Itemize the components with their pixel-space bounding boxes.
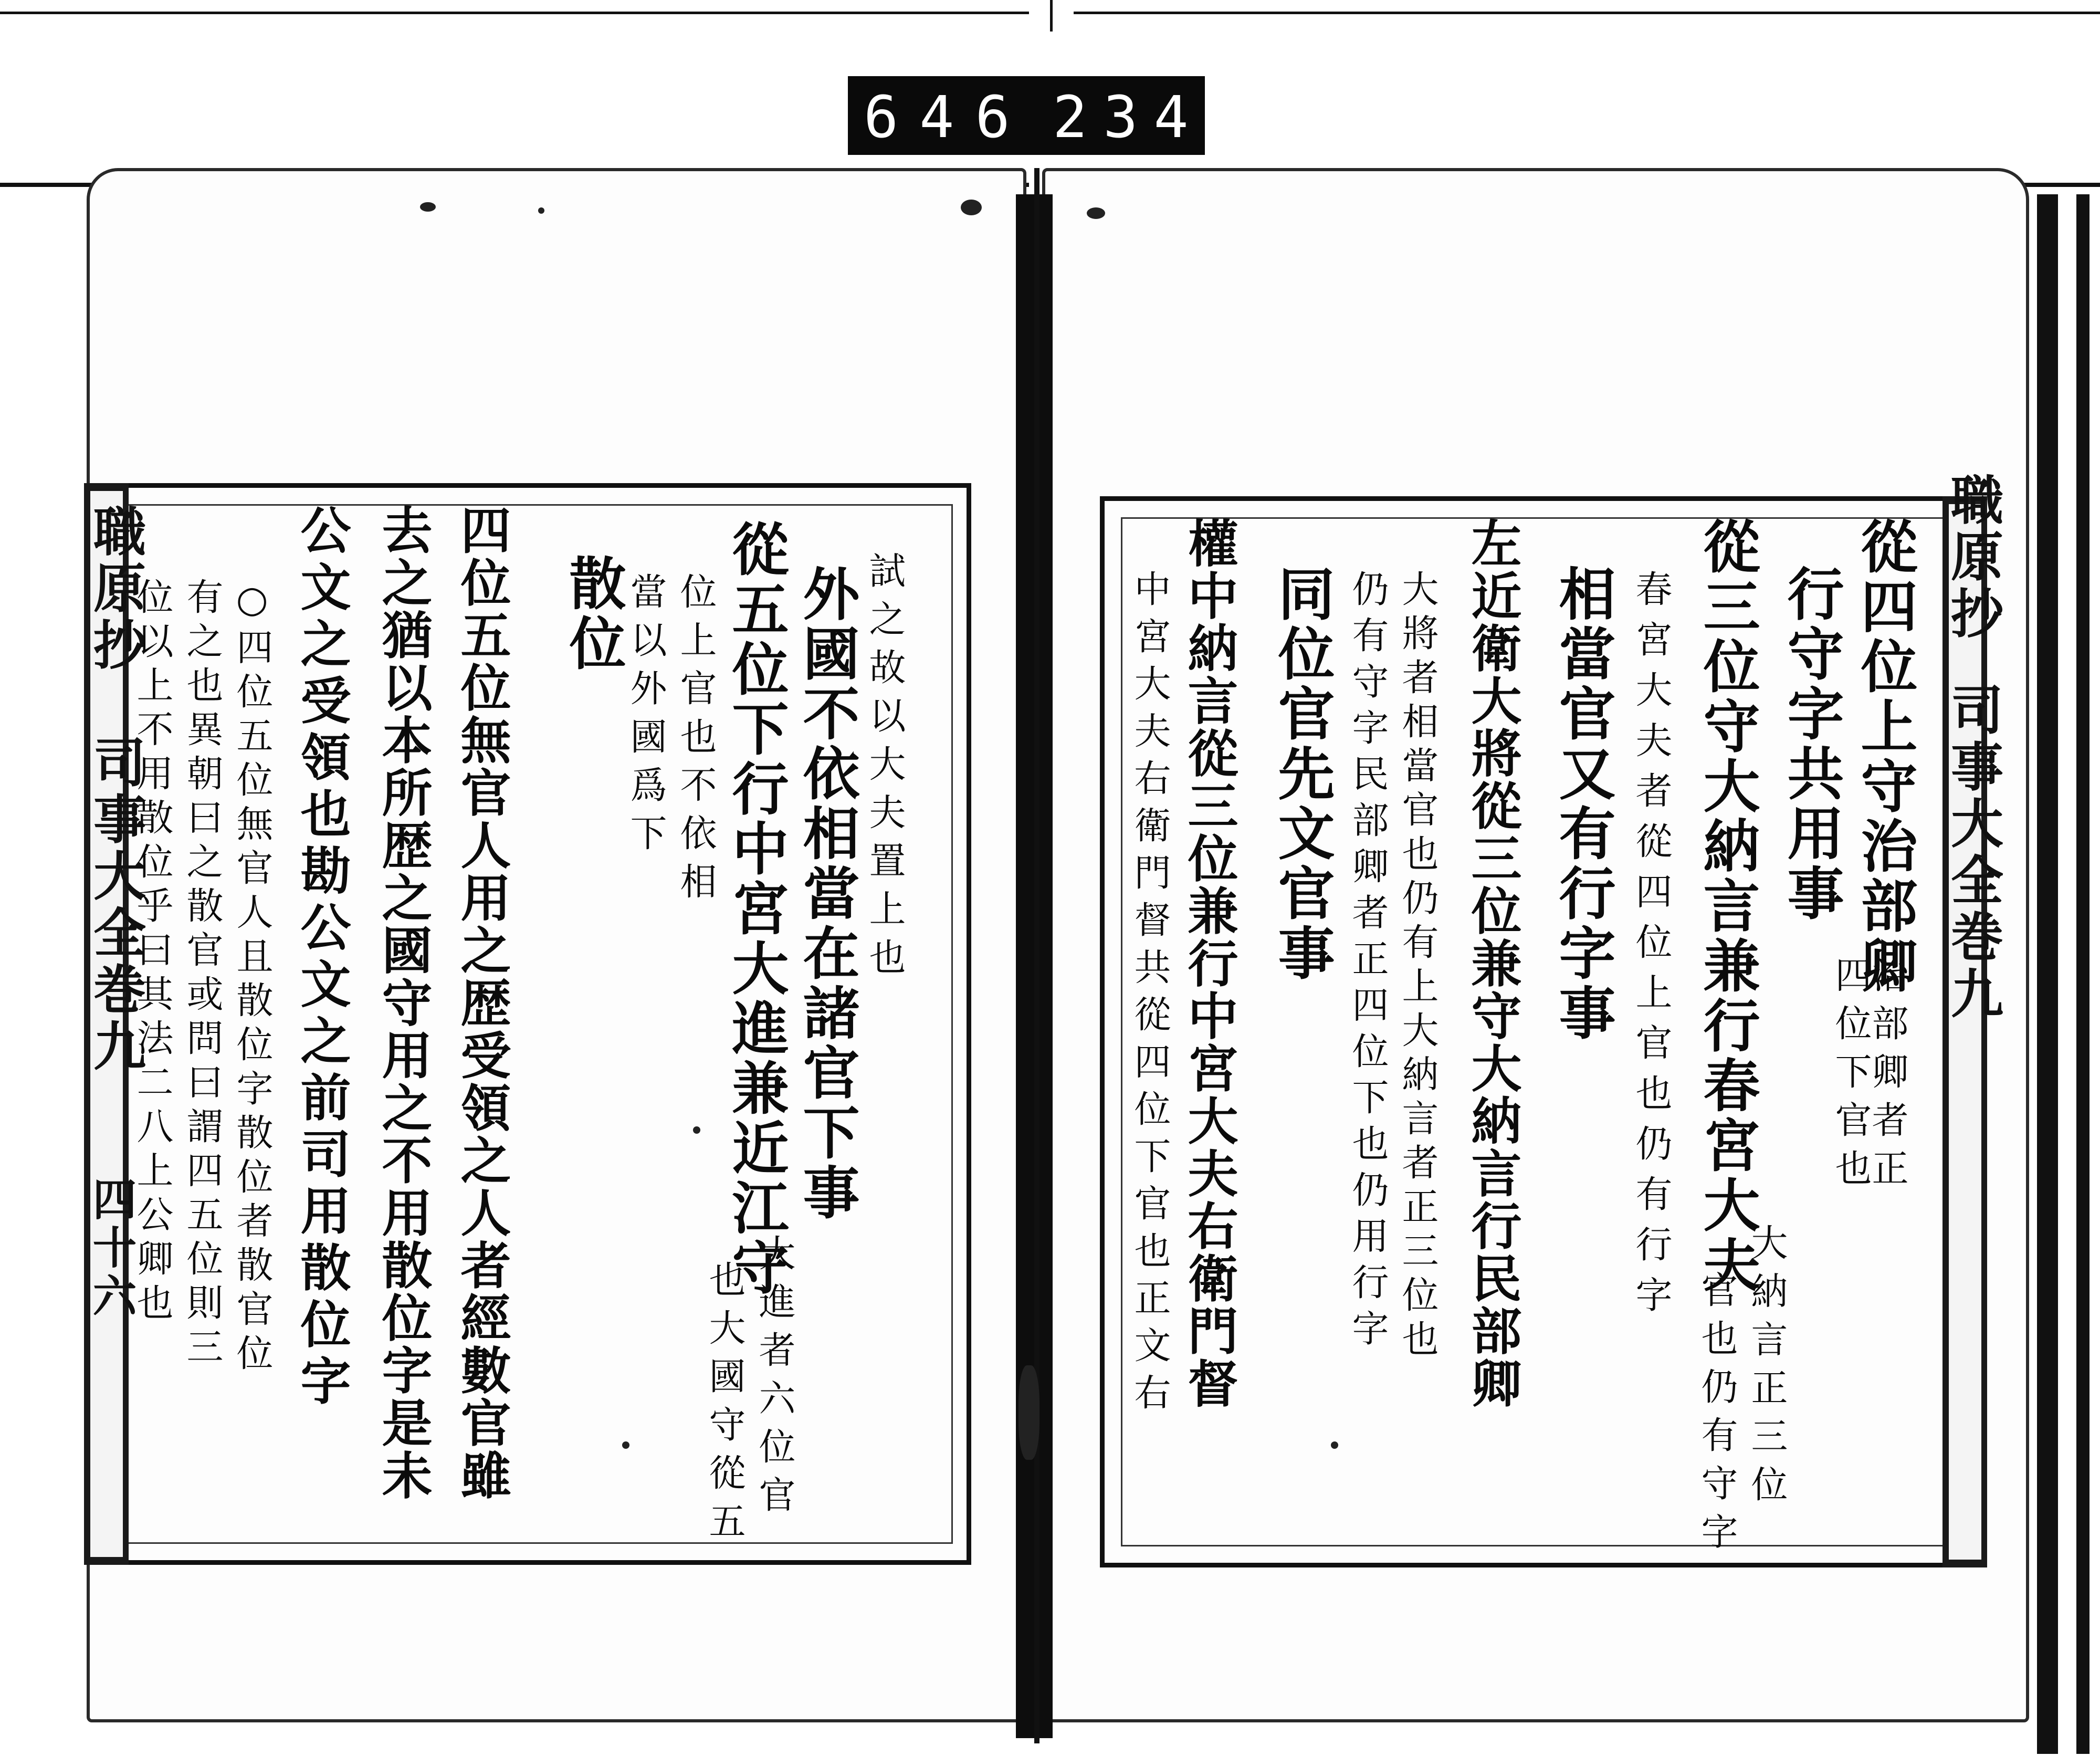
- gutter-edge: [1034, 168, 1040, 1743]
- ink-smudge: [538, 207, 544, 214]
- left-column-9: 四位五位無官人用之歴受領之人者經數官雖: [453, 504, 512, 1502]
- left-column-12: ○四位五位無官人且散位字散位者散官位: [230, 578, 274, 1378]
- right-column-11: 大將者相當官也仍有上大納言者正三位也: [1396, 570, 1439, 1364]
- left-column-7: 當以外國爲下: [624, 572, 667, 862]
- left-column-2: 外國不依相當在諸官下事: [793, 565, 859, 1223]
- left-column-10: 去之猶以本所歴之國守用之不用散位字是未: [374, 504, 433, 1502]
- left-column-4: 位上官也不依相: [674, 572, 717, 911]
- left-column-11: 公文之受領也勘公文之前司用散位字: [292, 504, 352, 1412]
- catalog-number-right: 234.: [1053, 83, 1255, 151]
- left-column-1: 試之故以大夫置上也: [863, 551, 906, 986]
- right-column-6: 大納言正三位: [1745, 1224, 1788, 1513]
- left-column-6: 也大國守從五: [703, 1260, 746, 1550]
- right-column-15: 中宮大夫右衛門督共從四位下官也正文右: [1128, 570, 1171, 1420]
- ink-smudge: [622, 1441, 629, 1449]
- ink-smudge: [1018, 1365, 1040, 1460]
- right-margin-paper: [1949, 504, 1981, 1560]
- right-column-10: 左近衛大將從三位兼守大納言行民部卿: [1463, 517, 1522, 1410]
- ink-smudge: [1331, 1441, 1338, 1449]
- catalog-number-left: 646: [864, 83, 1031, 151]
- right-column-1: 從四位上守治部卿: [1851, 517, 1917, 996]
- right-column-5: 從三位守大納言兼行春宮大夫: [1694, 517, 1760, 1295]
- right-column-4: 行守字共用事: [1778, 565, 1844, 924]
- top-scan-line-left: [0, 12, 1029, 14]
- ink-smudge: [693, 1126, 700, 1134]
- ink-smudge: [420, 202, 436, 212]
- left-margin-title: 職原抄: [85, 504, 146, 674]
- right-column-2: 治部卿者正: [1866, 956, 1909, 1197]
- right-column-9: 相當官又有行字事: [1549, 565, 1615, 1043]
- right-column-12: 仍有守字民部卿者正四位下也仍用行字: [1346, 570, 1389, 1355]
- right-column-3: 四位下官也: [1829, 956, 1872, 1197]
- right-column-7: 官也仍有守字: [1695, 1271, 1738, 1561]
- right-column-8: 春宮大夫者從四位上官也仍有行字: [1630, 570, 1673, 1326]
- left-margin-folio: 四十六: [86, 1176, 138, 1321]
- right-column-13: 同位官先文官事: [1268, 565, 1335, 984]
- ink-smudge: [961, 200, 982, 215]
- center-scan-mark: [1050, 0, 1053, 32]
- ink-smudge: [1087, 207, 1105, 219]
- right-margin-title: 職原抄: [1942, 473, 2004, 643]
- left-column-14: 位以上不用散位乎曰其法二八上公卿也: [131, 578, 174, 1328]
- right-margin-section: 司事大全巻九: [1942, 683, 2004, 1023]
- right-edge-strip: [2037, 194, 2058, 1754]
- left-column-8: 散位: [560, 554, 626, 674]
- left-column-13: 有之也異朝曰之散官或問曰謂四五位則三: [181, 578, 224, 1372]
- left-column-3: 從五位下行中宮大進兼近江守: [722, 520, 789, 1298]
- catalog-label: [848, 76, 1255, 155]
- right-edge-strip-2: [2076, 194, 2090, 1754]
- left-column-5: 大進者六位官: [753, 1234, 796, 1524]
- left-margin-section: 司事大全巻九: [85, 735, 146, 1075]
- right-column-14: 權中納言從三位兼行中宮大夫右衛門督: [1180, 517, 1239, 1410]
- top-scan-line-right: [1074, 12, 2100, 14]
